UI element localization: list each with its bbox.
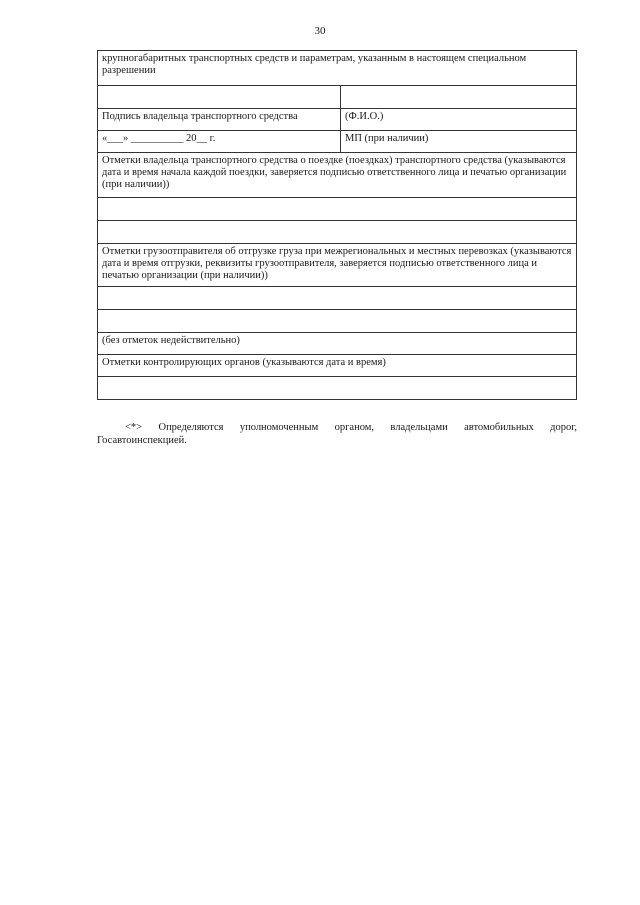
footnote: <*> Определяются уполномоченным органом, владельцами автомобильных дорог, Госавтоинспекцией. xyxy=(97,422,577,446)
empty-cell xyxy=(98,287,577,310)
table-row xyxy=(98,287,577,310)
table-row xyxy=(98,51,577,86)
empty-cell xyxy=(98,221,577,244)
owner-trip-marks-cell: Отметки владельца транспортного средства о поездке (поездках) транспортного средства (указываются дата и время начала каждой поездки, заверяется подписью ответственного лица и печатью организации (при наличии)) xyxy=(98,153,577,198)
table-row xyxy=(98,221,577,244)
table-row xyxy=(98,131,577,153)
table-row xyxy=(98,153,577,198)
table-row xyxy=(98,333,577,355)
control-marks-cell: Отметки контролирующих органов (указываются дата и время) xyxy=(98,355,577,377)
invalid-note-cell: (без отметок недействительно) xyxy=(98,333,577,355)
permit-form-table xyxy=(97,50,577,400)
owner-signature-cell: Подпись владельца транспортного средства xyxy=(98,109,341,131)
vehicle-params-cell: крупногабаритных транспортных средств и параметрам, указанным в настоящем специальном разрешении xyxy=(98,51,577,86)
page-number: 30 xyxy=(314,25,326,37)
table-row xyxy=(98,86,577,109)
seal-cell: МП (при наличии) xyxy=(341,131,577,153)
empty-cell xyxy=(341,86,577,109)
empty-cell xyxy=(98,310,577,333)
table-row xyxy=(98,109,577,131)
table-row xyxy=(98,377,577,400)
table-row xyxy=(98,198,577,221)
table-row xyxy=(98,244,577,287)
empty-cell xyxy=(98,86,341,109)
table-row xyxy=(98,355,577,377)
table-row xyxy=(98,310,577,333)
empty-cell xyxy=(98,198,577,221)
date-cell: «___» __________ 20__ г. xyxy=(98,131,341,153)
full-name-cell: (Ф.И.О.) xyxy=(341,109,577,131)
empty-cell xyxy=(98,377,577,400)
shipper-marks-cell: Отметки грузоотправителя об отгрузке груза при межрегиональных и местных перевозках (указываются дата и время отгрузки, реквизиты грузоотправителя, заверяется подписью ответственного лица и печатью организации (при наличии)) xyxy=(98,244,577,287)
